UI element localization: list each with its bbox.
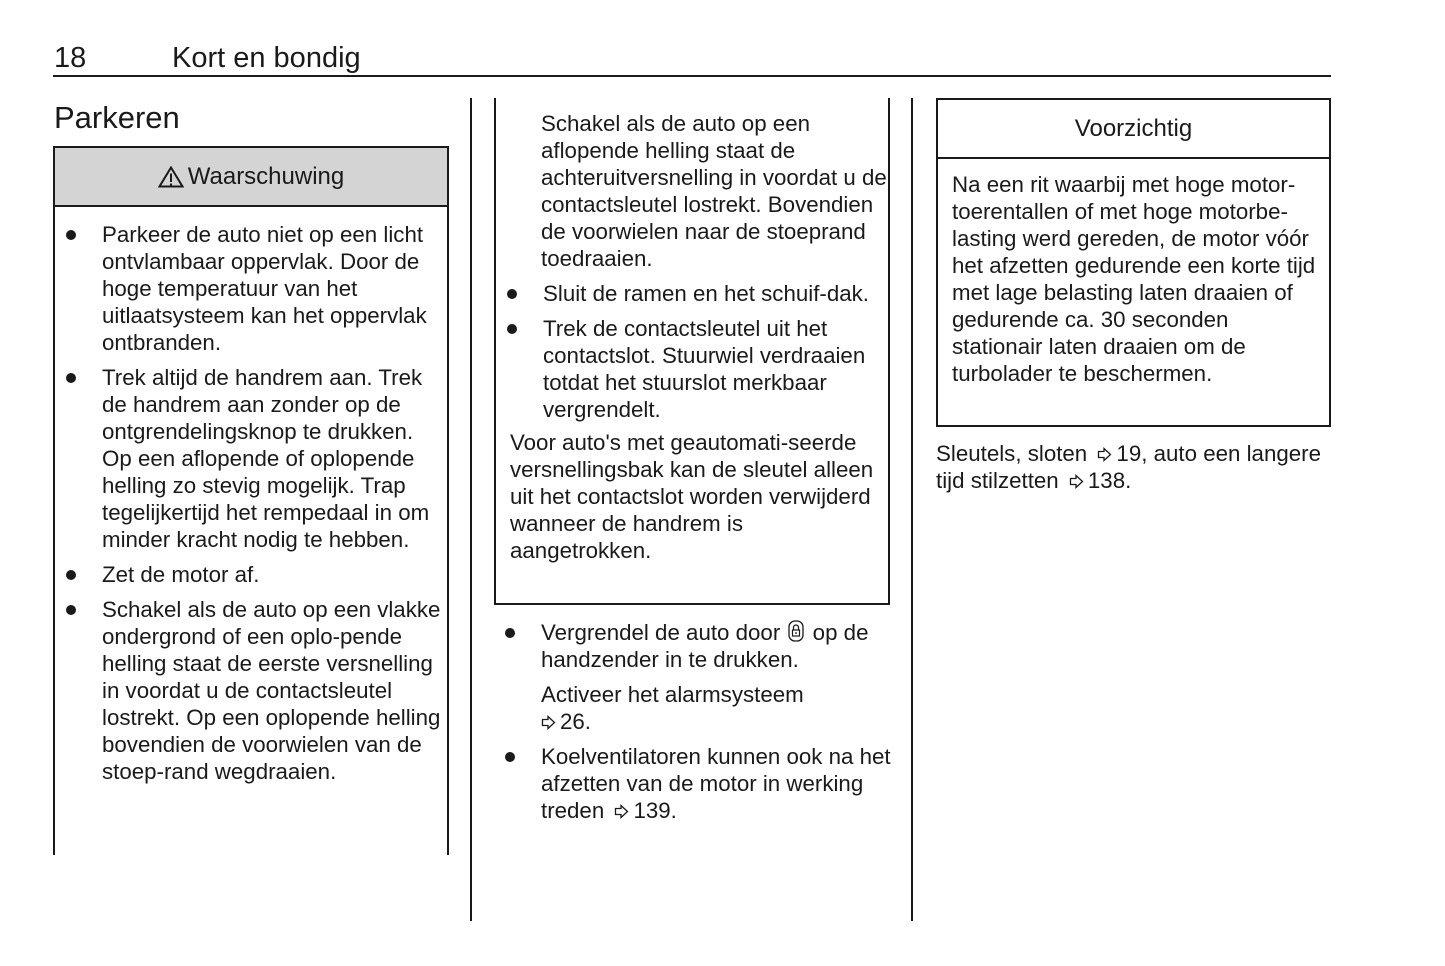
list-item: Sluit de ramen en het schuif-dak.	[498, 280, 888, 307]
chapter-title: Kort en bondig	[172, 42, 361, 74]
reference-link-storage[interactable]: 138.	[1087, 468, 1132, 493]
alarm-text: Activeer het alarmsysteem	[541, 682, 804, 707]
bullet-icon	[66, 605, 76, 615]
bullet-icon	[66, 570, 76, 580]
reference-link-keys[interactable]: 19, auto een langere tijd stilzetten	[936, 441, 1321, 493]
page-reference-arrow-icon	[541, 715, 556, 730]
column-divider-2	[911, 98, 913, 921]
bullet-icon	[507, 324, 517, 334]
column-divider-1	[470, 98, 472, 921]
continuation-paragraph: Schakel als de auto op een aflopende helling staat de achteruitversnelling in voordat u de contactsleutel lostrekt. Bovendien de voorwielen naar de stoeprand toedraaien.	[541, 111, 887, 271]
column2-lower	[496, 619, 896, 832]
warning-continuation-box	[494, 98, 890, 605]
header-rule	[53, 75, 1331, 77]
page-reference-arrow-icon	[614, 804, 629, 819]
warning-box	[53, 146, 449, 855]
list-item: Schakel als de auto op een vlakke ondergrond of een oplo-pende helling staat de eerste versnelling in voordat u de contactsleutel lostrekt. Op een oplopende helling bovendien de voorwielen van de stoep-rand wegdraaien.	[57, 596, 447, 785]
bullet-icon	[505, 628, 515, 638]
page-number: 18	[54, 42, 87, 74]
caution-box	[936, 98, 1331, 427]
cross-references: Sleutels, sloten 19, auto een langere tijd stilzetten 138.	[936, 441, 1321, 493]
caution-body: Na een rit waarbij met hoge motor-toerentallen of met hoge motorbe-lasting werd gereden, de motor vóór het afzetten gedurende een korte tijd met lage belasting laten draaien of gedurende ca. 30 seconden stationair laten draaien om de turbolader te beschermen.	[952, 172, 1316, 386]
warning-list	[57, 221, 447, 785]
warning-header	[55, 148, 447, 207]
bullet-icon	[66, 230, 76, 240]
bullet-icon	[505, 752, 515, 762]
warning-triangle-icon	[158, 166, 184, 188]
list-item: Trek altijd de handrem aan. Trek de handrem aan zonder op de ontgrendelingsknop te drukken. Op een aflopende of oplopende helling zo stevig mogelijk. Trap tegelijkertijd het rempedaal in om minder kracht nodig te hebben.	[57, 364, 447, 553]
fan-ref-page[interactable]: 139.	[633, 798, 677, 823]
list-item: Trek de contactsleutel uit het contactslot. Stuurwiel verdraaien totdat het stuurslot merkbaar vergrendelt.	[498, 315, 888, 423]
list-item: Zet de motor af.	[57, 561, 447, 588]
automatic-gearbox-note: Voor auto's met geautomati-seerde versnellingsbak kan de sleutel alleen uit het contactslot worden verwijderd wanneer de handrem is aangetrokken.	[510, 430, 874, 563]
page-reference-arrow-icon	[1069, 474, 1084, 489]
list-item-fans: Koelventilatoren kunnen ook na het afzetten van de motor in werking treden 139.	[496, 743, 896, 824]
lock-button-icon	[788, 620, 804, 642]
alarm-ref-page[interactable]: 26.	[560, 709, 591, 734]
list-item: Parkeer de auto niet op een licht ontvlambaar oppervlak. Door de hoge temperatuur van het uitlaatsysteem kan het oppervlak ontbranden.	[57, 221, 447, 356]
continuation-list	[498, 280, 888, 423]
warning-title: Waarschuwing	[187, 162, 345, 190]
bullet-icon	[66, 373, 76, 383]
section-title: Parkeren	[54, 100, 180, 135]
caution-header: Voorzichtig	[938, 100, 1329, 159]
bullet-icon	[507, 289, 517, 299]
page-reference-arrow-icon	[1097, 447, 1112, 462]
list-item-lock: Vergrendel de auto door op de handzender in te drukken. Activeer het alarmsysteem 26.	[496, 619, 896, 735]
